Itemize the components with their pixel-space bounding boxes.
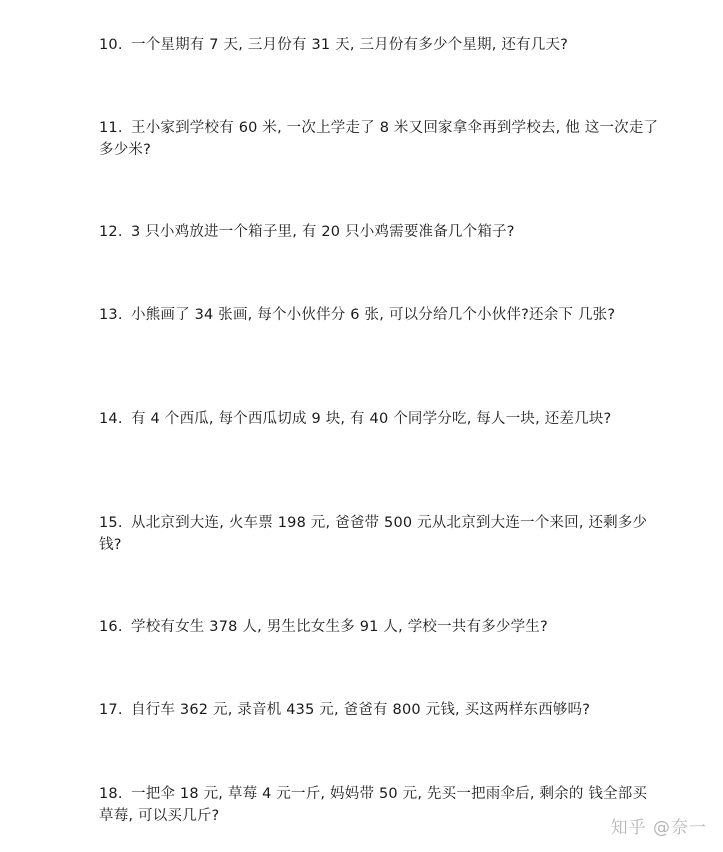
problem-number: 16. — [99, 619, 123, 635]
problem-number: 14. — [99, 411, 123, 427]
problem-text: 自行车 362 元, 录音机 435 元, 爸爸有 800 元钱, 买这两样东西够吗? — [131, 702, 591, 718]
problem-text: 学校有女生 378 人, 男生比女生多 91 人, 学校一共有多少学生? — [131, 619, 548, 635]
problem-10 — [99, 34, 659, 56]
problem-number: 17. — [99, 702, 123, 718]
problem-text: 王小家到学校有 60 米, 一次上学走了 8 米又回家拿伞再到学校去, 他 这一次走了多少米? — [99, 120, 659, 158]
problem-number: 11. — [99, 120, 123, 136]
problem-13 — [99, 304, 659, 326]
watermark: 知乎 @奈一 — [610, 818, 707, 838]
problem-text: 一个星期有 7 天, 三月份有 31 天, 三月份有多少个星期, 还有几天? — [131, 37, 569, 53]
problem-text: 有 4 个西瓜, 每个西瓜切成 9 块, 有 40 个同学分吃, 每人一块, 还差几块? — [131, 411, 612, 427]
problem-12 — [99, 221, 659, 243]
problem-14 — [99, 408, 659, 430]
problem-number: 18. — [99, 786, 123, 802]
problem-number: 15. — [99, 515, 123, 531]
problem-18 — [99, 783, 659, 827]
problem-text: 小熊画了 34 张画, 每个小伙伴分 6 张, 可以分给几个小伙伴?还余下 几张? — [131, 307, 616, 323]
problem-11 — [99, 117, 659, 161]
problem-text: 从北京到大连, 火车票 198 元, 爸爸带 500 元从北京到大连一个来回, 还剩多少钱? — [99, 515, 648, 553]
problem-text: 一把伞 18 元, 草莓 4 元一斤, 妈妈带 50 元, 先买一把雨伞后, 剩余的 钱全部买草莓, 可以买几斤? — [99, 786, 648, 824]
problem-17 — [99, 699, 659, 721]
problem-15 — [99, 512, 659, 556]
problem-16 — [99, 616, 659, 638]
problem-number: 12. — [99, 224, 123, 240]
problem-number: 10. — [99, 37, 123, 53]
problem-number: 13. — [99, 307, 123, 323]
problem-text: 3 只小鸡放进一个箱子里, 有 20 只小鸡需要准备几个箱子? — [131, 224, 515, 240]
